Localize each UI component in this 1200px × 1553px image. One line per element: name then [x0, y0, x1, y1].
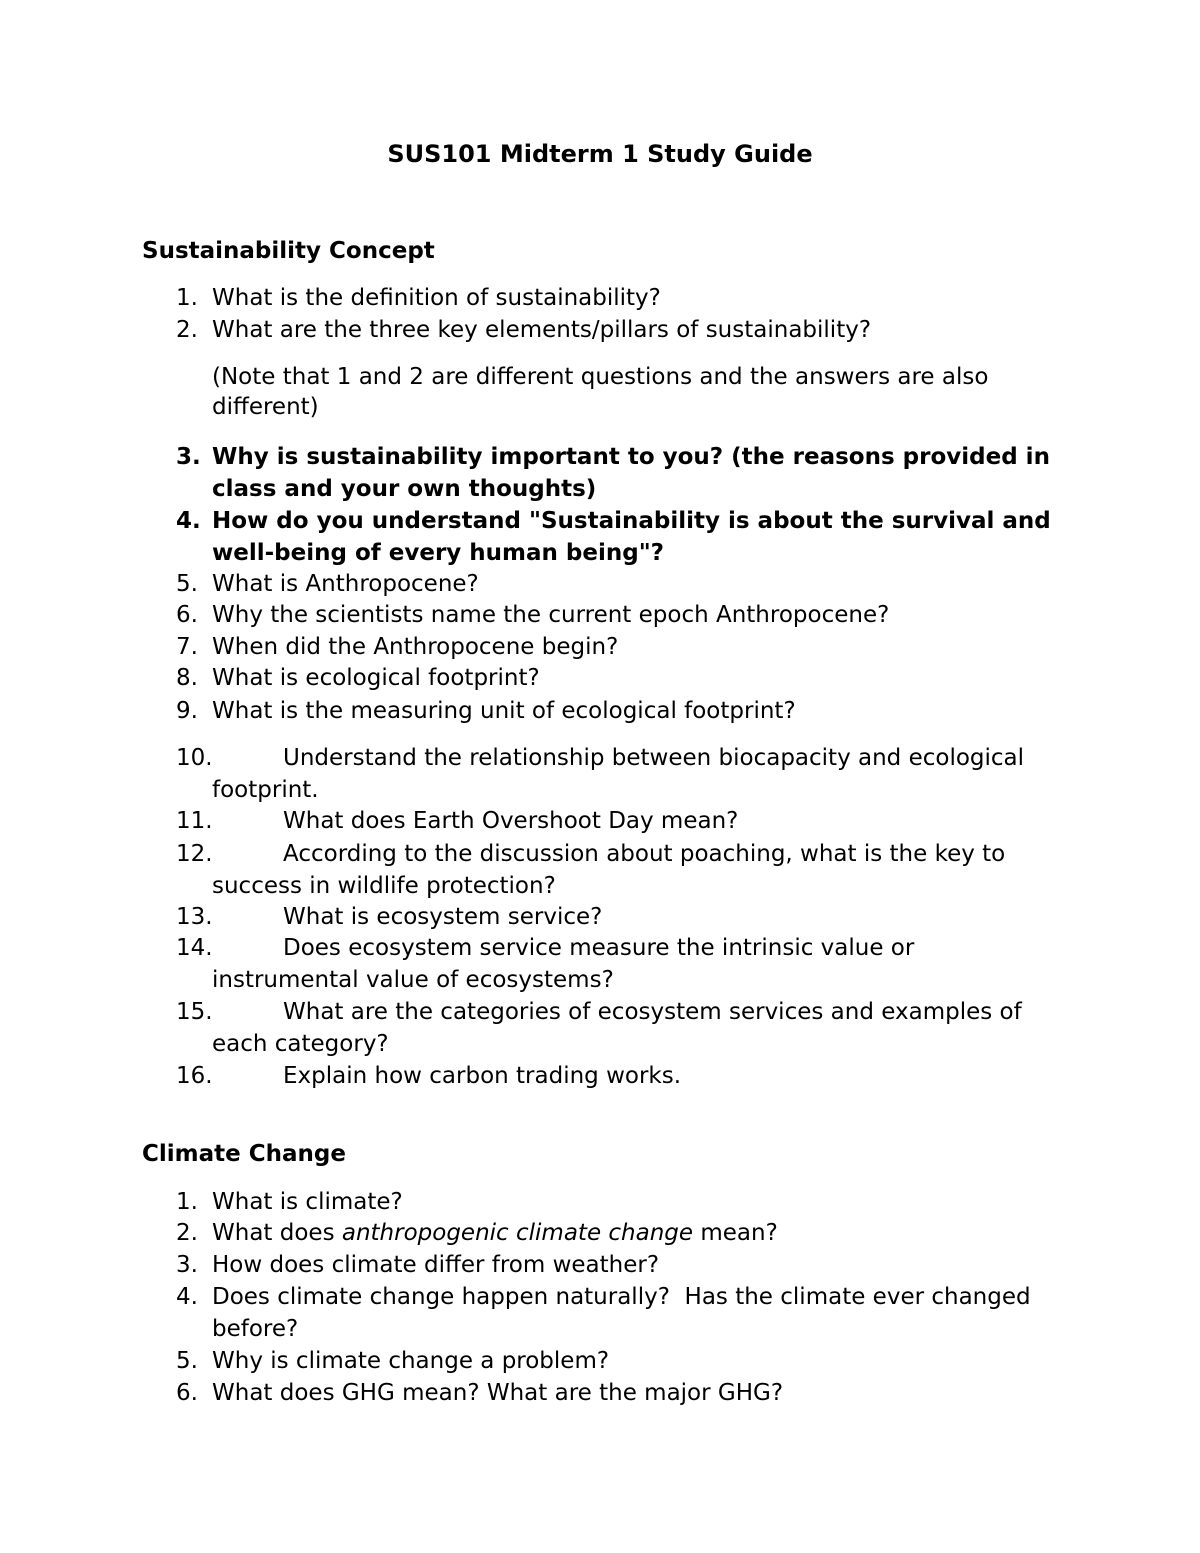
list-item — [142, 1249, 1072, 1281]
item-text: Does climate change happen naturally? Has the climate ever changed before? — [212, 1284, 1038, 1342]
item-text-continued: success in wildlife protection? — [212, 873, 556, 899]
list-item — [142, 631, 1072, 663]
item-text-continued: each category? — [212, 1031, 389, 1057]
item-text: When did the Anthropocene begin? — [212, 634, 619, 660]
list-item — [142, 1186, 1072, 1218]
item-number: 16. — [176, 1063, 213, 1089]
item-text — [142, 1217, 1072, 1249]
item-number: 6. — [176, 602, 198, 628]
list-item — [142, 1377, 1072, 1409]
list-item — [142, 695, 1072, 727]
item-number: 2. — [176, 317, 198, 343]
item-text: How do you understand "Sustainability is about the survival and well-being of every human being"? — [212, 508, 1051, 566]
item-number: 5. — [176, 1348, 198, 1374]
item-text-continued: footprint. — [212, 777, 319, 803]
item-text: What is ecological footprint? — [212, 665, 540, 691]
item-text-pre: What does — [212, 1220, 342, 1246]
item-number: 3. — [176, 444, 201, 470]
list-item — [142, 599, 1072, 631]
item-text: What is ecosystem service? — [283, 904, 603, 930]
list-item — [142, 282, 1072, 314]
list-item — [142, 1060, 1072, 1092]
item-number: 7. — [176, 634, 198, 660]
item-text: Does ecosystem service measure the intrinsic value or — [283, 935, 915, 961]
item-number: 10. — [176, 745, 213, 771]
item-text: What does GHG mean? What are the major GHG? — [212, 1380, 784, 1406]
item-text: What is climate? — [212, 1189, 403, 1215]
list-item — [142, 742, 1072, 806]
item-number: 15. — [176, 999, 213, 1025]
item-number: 13. — [176, 904, 213, 930]
item-number: 9. — [176, 698, 198, 724]
list-item — [142, 568, 1072, 600]
list-item — [142, 1345, 1072, 1377]
list-item — [142, 996, 1072, 1060]
item-number: 2. — [176, 1220, 198, 1246]
item-text: What is the measuring unit of ecological footprint? — [212, 698, 796, 724]
list-item — [142, 441, 1072, 505]
item-number: 4. — [176, 1284, 198, 1310]
item-text: According to the discussion about poaching, what is the key to — [283, 841, 1006, 867]
list-item — [142, 838, 1072, 902]
item-text-post: mean? — [693, 1220, 778, 1246]
list-item — [142, 314, 1072, 346]
item-text: What is the definition of sustainability? — [212, 285, 661, 311]
note-text: (Note that 1 and 2 are different questions and the answers are also different) — [212, 364, 989, 420]
item-text: Why is sustainability important to you? (the reasons provided in class and your own thoughts) — [212, 444, 1050, 502]
item-text: What are the three key elements/pillars of sustainability? — [212, 317, 872, 343]
item-text-continued: instrumental value of ecosystems? — [212, 967, 614, 993]
item-number: 4. — [176, 508, 201, 534]
item-text: How does climate differ from weather? — [212, 1252, 660, 1278]
item-number: 1. — [176, 1189, 198, 1215]
document-title: SUS101 Midterm 1 Study Guide — [387, 140, 813, 168]
section-heading-climate-change: Climate Change — [142, 1141, 346, 1167]
item-number: 11. — [176, 808, 213, 834]
item-number: 1. — [176, 285, 198, 311]
item-text: Why is climate change a problem? — [212, 1348, 610, 1374]
item-text: What are the categories of ecosystem services and examples of — [283, 999, 1022, 1025]
item-number: 8. — [176, 665, 198, 691]
item-number: 14. — [176, 935, 213, 961]
item-text: What does Earth Overshoot Day mean? — [283, 808, 739, 834]
list-item — [142, 1217, 1072, 1249]
list-item — [142, 662, 1072, 694]
list-item — [142, 805, 1072, 837]
list-item — [142, 901, 1072, 933]
item-number: 5. — [176, 571, 198, 597]
item-text: Why the scientists name the current epoch Anthropocene? — [212, 602, 890, 628]
item-number: 6. — [176, 1380, 198, 1406]
item-text: Understand the relationship between biocapacity and ecological — [283, 745, 1025, 771]
item-text: What is Anthropocene? — [212, 571, 479, 597]
item-text: Explain how carbon trading works. — [283, 1063, 682, 1089]
section-heading-sustainability: Sustainability Concept — [142, 238, 435, 264]
list-item — [142, 505, 1072, 569]
item-number: 3. — [176, 1252, 198, 1278]
list-item — [142, 1281, 1072, 1345]
item-text-emphasis: anthropogenic climate change — [341, 1220, 694, 1246]
item-number: 12. — [176, 841, 213, 867]
list-item — [142, 932, 1072, 996]
